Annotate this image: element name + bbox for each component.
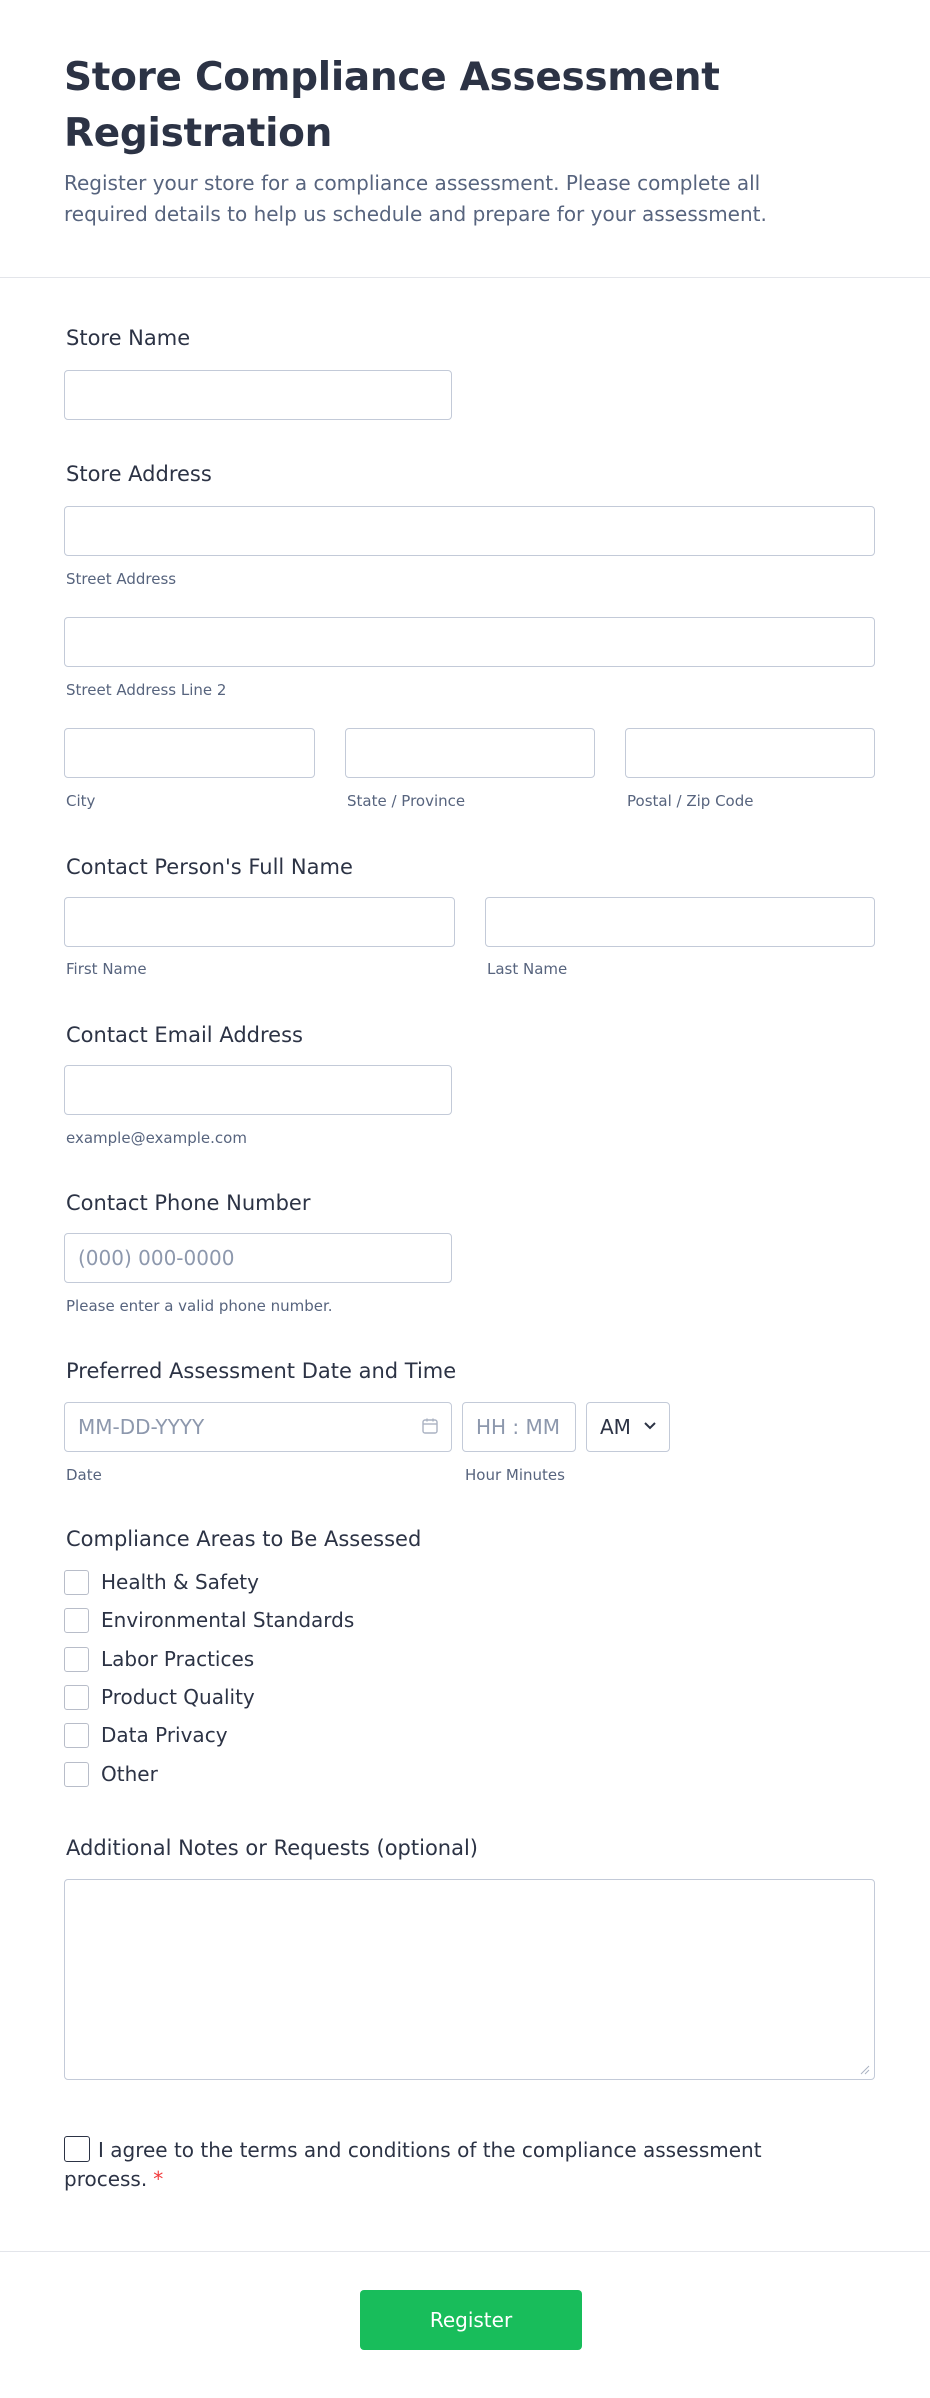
date-sublabel: Date [66,1466,102,1484]
checkbox[interactable] [64,1608,89,1633]
register-button[interactable]: Register [360,2290,582,2350]
checkbox[interactable] [64,1570,89,1595]
city-input[interactable] [64,728,315,778]
state-input[interactable] [345,728,595,778]
notes-label: Additional Notes or Requests (optional) [66,1836,478,1860]
street-address-line2-sublabel: Street Address Line 2 [66,681,227,699]
required-asterisk: * [153,2166,164,2191]
store-address-label: Store Address [66,462,212,486]
checkbox-option-environmental[interactable] [64,1606,354,1634]
terms-checkbox[interactable] [64,2136,90,2162]
checkbox-option-data-privacy[interactable] [64,1721,228,1749]
checkbox-label: Labor Practices [101,1647,255,1671]
first-name-sublabel: First Name [66,960,147,978]
form-footer [0,2251,930,2398]
email-input[interactable] [64,1065,452,1115]
checkbox[interactable] [64,1685,89,1710]
time-placeholder: HH : MM [476,1415,561,1439]
email-sublabel: example@example.com [66,1129,247,1147]
ampm-value: AM [600,1415,631,1439]
street-address-input[interactable] [64,506,875,556]
date-input[interactable] [64,1402,452,1452]
last-name-sublabel: Last Name [487,960,568,978]
page-title: Store Compliance Assessment Registration [64,55,720,156]
checkbox-label: Environmental Standards [101,1608,355,1632]
phone-input[interactable] [64,1233,452,1283]
time-sublabel: Hour Minutes [465,1466,565,1484]
checkbox-label: Other [101,1762,158,1786]
checkbox[interactable] [64,1762,89,1787]
checkbox[interactable] [64,1647,89,1672]
store-name-label: Store Name [66,326,191,350]
page-subtitle: Register your store for a compliance assessment. Please complete all required details to help us schedule and prepare for your assessment. [64,171,767,226]
checkbox-option-health-safety[interactable] [64,1568,259,1596]
checkbox-option-other[interactable] [64,1760,158,1788]
last-name-input[interactable] [485,897,875,947]
checkbox-label: Product Quality [101,1685,255,1709]
checkbox-option-labor[interactable] [64,1645,254,1673]
state-sublabel: State / Province [347,792,466,810]
phone-placeholder: (000) 000-0000 [78,1246,235,1270]
chevron-down-icon [643,1421,657,1431]
store-name-input[interactable] [64,370,452,420]
checkbox-option-product-quality[interactable] [64,1683,255,1711]
calendar-icon[interactable] [421,1417,439,1435]
street-address-line2-input[interactable] [64,617,875,667]
date-placeholder: MM-DD-YYYY [78,1415,205,1439]
street-address-sublabel: Street Address [66,570,177,588]
ampm-select[interactable] [586,1402,670,1452]
datetime-label: Preferred Assessment Date and Time [66,1359,457,1383]
terms-text: I agree to the terms and conditions of the compliance assessment process. [64,2138,762,2191]
checkbox-label: Health & Safety [101,1570,259,1594]
checkbox[interactable] [64,1723,89,1748]
zip-sublabel: Postal / Zip Code [627,792,754,810]
notes-textarea[interactable] [64,1879,875,2080]
email-label: Contact Email Address [66,1023,303,1047]
first-name-input[interactable] [64,897,455,947]
terms-agreement[interactable] [64,2136,764,2193]
zip-input[interactable] [625,728,875,778]
contact-name-label: Contact Person's Full Name [66,855,353,879]
city-sublabel: City [66,792,96,810]
phone-sublabel: Please enter a valid phone number. [66,1297,333,1315]
form-header [0,0,930,278]
time-input[interactable] [462,1402,576,1452]
resize-grip-icon[interactable] [860,2065,870,2075]
phone-label: Contact Phone Number [66,1191,311,1215]
checkbox-label: Data Privacy [101,1723,228,1747]
compliance-label: Compliance Areas to Be Assessed [66,1527,422,1551]
